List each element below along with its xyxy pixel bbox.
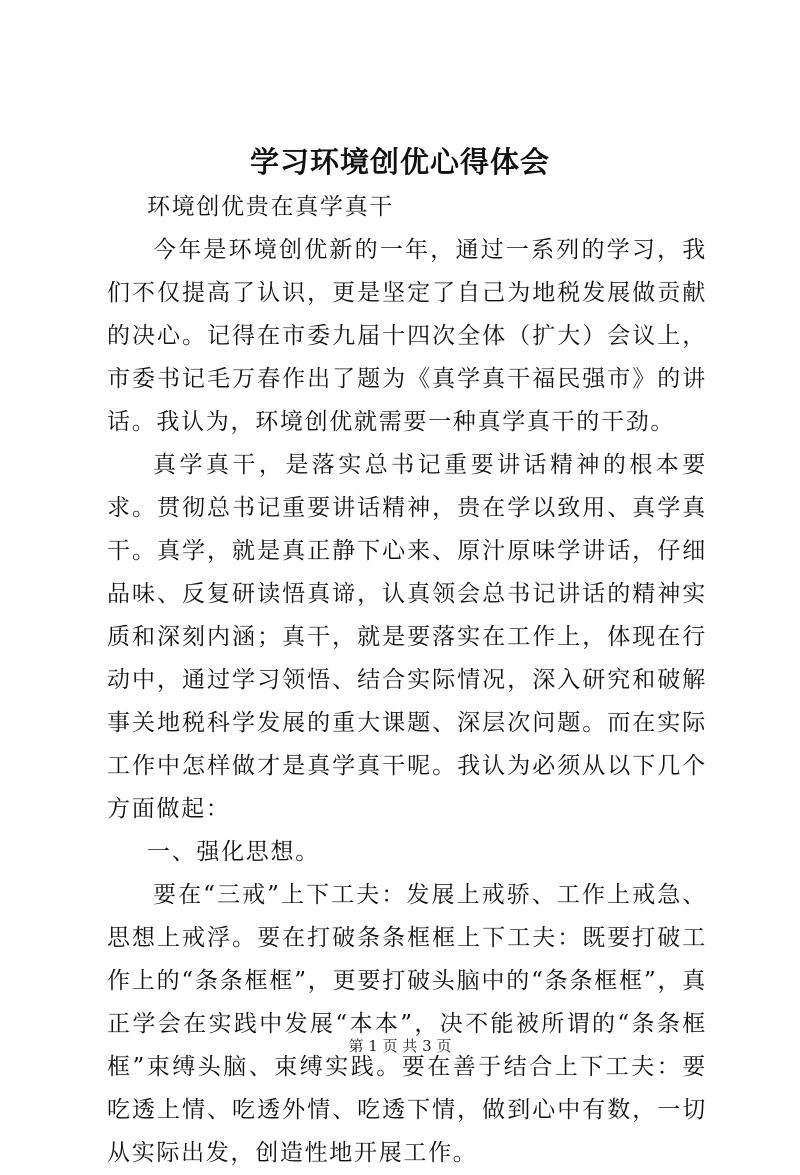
body-paragraph: 今年是环境创优新的一年，通过一系列的学习，我们不仅提高了认识，更是坚定了自己为地税发展做贡献的决心。记得在市委九届十四次全体（扩大）会议上，市委书记毛万春作出了题为《真学真干福民强市》的讲话。我认为，环境创优就需要一种真学真干的干劲。 [107,237,707,435]
document-body [107,186,707,1175]
subtitle-paragraph: 环境创优贵在真学真干 [147,194,394,220]
page-footer: 第 1 页 共 3 页 [348,1037,452,1055]
body-paragraph: 真学真干，是落实总书记重要讲话精神的根本要求。贯彻总书记重要讲话精神，贵在学以致用、真学真干。真学，就是真正静下心来、原汁原味学讲话，仔细品味、反复研读悟真谛，认真领会总书记讲话的精神实质和深刻内涵；真干，就是要落实在工作上，体现在行动中，通过学习领悟、结合实际情况，深入研究和破解事关地税科学发展的重大课题、深层次问题。而在实际工作中怎样做才是真学真干呢。我认为必须从以下几个方面做起： [107,452,707,822]
body-paragraph: 要在“三戒”上下工夫：发展上戒骄、工作上戒急、思想上戒浮。要在打破条条框框上下工夫：既要打破工作上的“条条框框”，更要打破头脑中的“条条框框”，真正学会在实践中发展“本本”，决不能被所谓的“条条框框”束缚头脑、束缚实践。要在善于结合上下工夫：要吃透上情、吃透外情、吃透下情，做到心中有数，一切从实际出发，创造性地开展工作。 [107,882,707,1166]
section-heading: 一、强化思想。 [147,839,320,865]
document-title: 学习环境创优心得体会 [249,145,550,179]
